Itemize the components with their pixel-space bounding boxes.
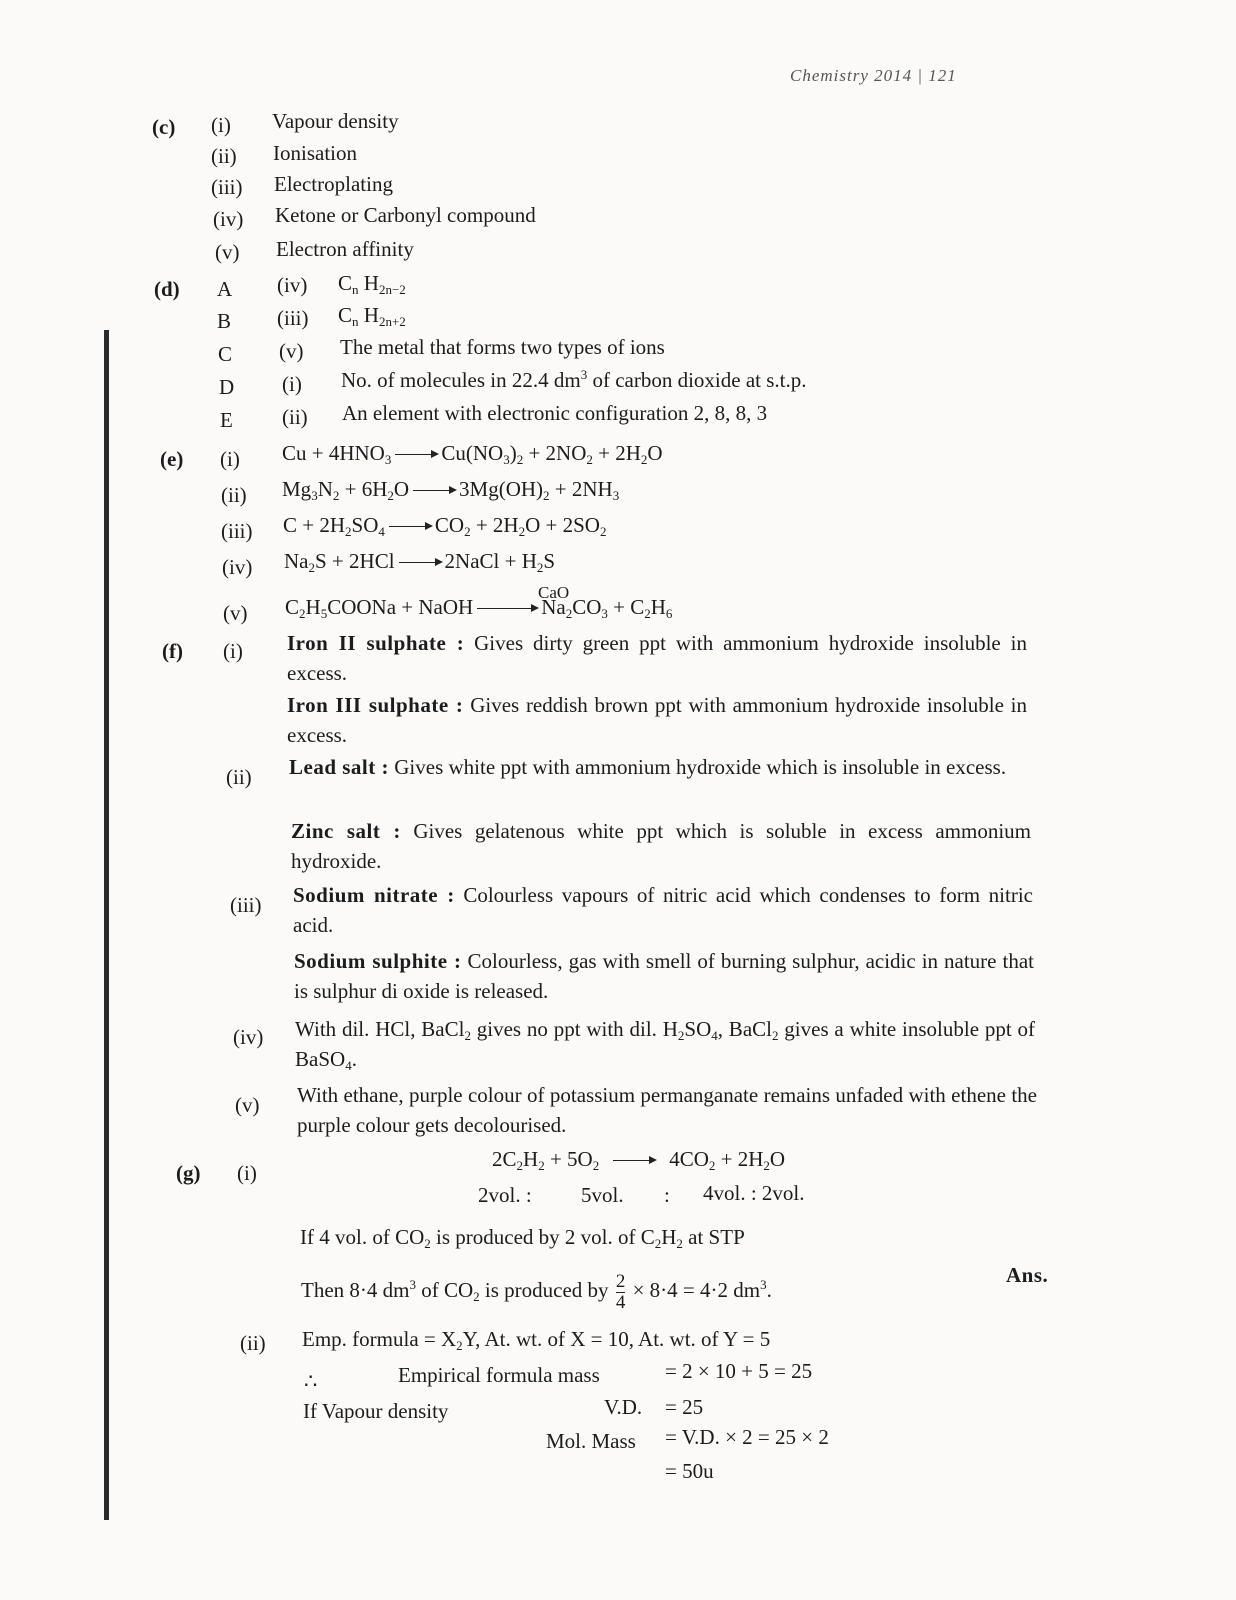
c-item-num: (v) xyxy=(215,240,240,264)
d-row-letter: C xyxy=(218,342,233,366)
f-v-text: With ethane, purple colour of potassium permanganate remains unfaded with ethene the purple colour gets decolourised. xyxy=(297,1083,1037,1137)
mm-label: Mol. Mass xyxy=(546,1429,636,1453)
c-item-text: Ionisation xyxy=(273,141,357,165)
e-item-num: (i) xyxy=(220,447,240,471)
volume-mid: 5vol. xyxy=(581,1183,624,1207)
mm-eq: = V.D. × 2 = 25 × 2 xyxy=(665,1425,829,1449)
d-row-num: (iv) xyxy=(277,273,308,297)
equation-e-iv: $Na_2S + 2HCl$ 2NaCl + $H_2S$ xyxy=(284,549,556,575)
c-item-num: (ii) xyxy=(211,144,237,168)
equation-e-i: $Cu + 4HNO_3$ $Cu(NO_3)_2 + 2NO_2 + 2H_2O$ xyxy=(282,441,663,467)
equation-e-iii: $C + 2H_2SO_4$ $CO_2 + 2H_2O + 2SO_2$ xyxy=(283,513,607,539)
c-item-num: (iii) xyxy=(211,175,243,199)
section-d-label: (d) xyxy=(154,277,180,301)
f-item-num: (iv) xyxy=(233,1025,264,1049)
e-item-num: (iv) xyxy=(222,555,253,579)
volume-left: 2vol. : xyxy=(478,1183,532,1207)
e-item-num: (v) xyxy=(223,601,248,625)
section-g-label: (g) xyxy=(176,1161,201,1185)
d-row-num: (ii) xyxy=(282,405,308,429)
d-row-text: No. of molecules in 22.4 $dm^3$ of carbon dioxide at s.t.p. xyxy=(341,367,807,392)
g-then-line: Then 8·4 $dm^3$ of $CO_2$ is produced by $\frac{2}{4}$ × 8·4 = 4·2 $dm^3$. xyxy=(301,1270,772,1313)
d-row-letter: A xyxy=(217,277,233,301)
f-item-num: (i) xyxy=(223,639,243,663)
efm-eq: = 2 × 10 + 5 = 25 xyxy=(665,1359,813,1383)
d-row-num: (v) xyxy=(279,339,304,363)
mm-result: = 50u xyxy=(665,1459,714,1483)
g-item-num: (ii) xyxy=(240,1331,266,1355)
volume-colon: : xyxy=(664,1183,670,1207)
d-row-text: The metal that forms two types of ions xyxy=(340,335,665,359)
c-item-text: Ketone or Carbonyl compound xyxy=(275,203,536,227)
section-e-label: (e) xyxy=(160,447,184,471)
section-f-label: (f) xyxy=(162,639,183,663)
vd-label: V.D. xyxy=(604,1395,643,1419)
e-item-num: (ii) xyxy=(221,483,247,507)
c-item-num: (i) xyxy=(211,113,231,137)
c-item-num: (iv) xyxy=(213,207,244,231)
fraction: $\frac{2}{4}$ xyxy=(615,1270,626,1313)
f-i-iron3: Iron III sulphate : Gives reddish brown ppt with ammonium hydroxide insoluble in excess. xyxy=(287,693,1028,747)
c-item-text: Vapour density xyxy=(272,109,399,133)
margin-rule xyxy=(104,330,109,1520)
f-ii-zinc: Zinc salt : Gives gelatenous white ppt which is soluble in excess ammonium hydroxide. xyxy=(291,819,1032,873)
vd-if: If Vapour density xyxy=(303,1399,449,1423)
efm-label: Empirical formula mass xyxy=(398,1363,600,1387)
d-row-num: (i) xyxy=(282,372,302,396)
therefore-symbol: ∴ xyxy=(304,1369,318,1393)
d-row-letter: E xyxy=(220,408,233,432)
equation-g-i: $2C_2H_2 + 5O_2$ $4CO_2 + 2H_2O$ xyxy=(492,1147,786,1173)
emp-formula-line: Emp. formula = $X_2Y$, At. wt. of X = 10, At. wt. of Y = 5 xyxy=(302,1327,771,1353)
f-item-num: (v) xyxy=(235,1093,260,1117)
f-item-num: (ii) xyxy=(226,765,252,789)
equation-e-ii: $Mg_3N_2 + 6H_2O$ $3Mg(OH)_2 + 2NH_3$ xyxy=(282,477,620,503)
g-item-num: (i) xyxy=(237,1161,257,1185)
equation-e-v: $C_2H_5COONa$ + NaOH $Na_2CO_3 + C_2H_6$ xyxy=(285,595,673,621)
d-row-text: An element with electronic configuration 2, 8, 8, 3 xyxy=(342,401,768,425)
c-item-text: Electron affinity xyxy=(276,237,414,261)
d-row-letter: D xyxy=(219,375,235,399)
d-row-num: (iii) xyxy=(277,306,309,330)
f-iv-text: With dil. HCl, BaCl$_2$ gives no ppt with dil. $H_2SO_4$, BaCl$_2$ gives a white insoluble ppt of BaSO$_4$. xyxy=(295,1017,1035,1073)
catalyst-label: CaO xyxy=(538,583,570,602)
f-ii-lead: Lead salt : Gives white ppt with ammonium hydroxide which is insoluble in excess. xyxy=(289,755,1007,779)
f-item-num: (iii) xyxy=(230,893,262,917)
e-item-num: (iii) xyxy=(221,519,253,543)
f-iii-nitrate: Sodium nitrate : Colourless vapours of nitric acid which condenses to form nitric acid. xyxy=(293,883,1033,937)
c-item-text: Electroplating xyxy=(274,172,393,196)
answer-marker: Ans. xyxy=(1006,1263,1049,1287)
g-if-line: If 4 vol. of $CO_2$ is produced by 2 vol. of $C_2H_2$ at STP xyxy=(300,1225,745,1251)
f-i-iron2: Iron II sulphate : Gives dirty green ppt with ammonium hydroxide insoluble in excess. xyxy=(287,631,1027,685)
volume-right: 4vol. : 2vol. xyxy=(703,1181,805,1205)
d-row-formula: $C_n$ $H_{2n+2}$ xyxy=(338,303,406,329)
d-row-formula: $C_n$ $H_{2n-2}$ xyxy=(338,271,406,297)
f-iii-sulphite: Sodium sulphite : Colourless, gas with smell of burning sulphur, acidic in nature that is sulphur di oxide is released. xyxy=(294,949,1034,1003)
section-c-label: (c) xyxy=(152,115,176,139)
running-head: Chemistry 2014 | 121 xyxy=(790,66,957,85)
vd-eq: = 25 xyxy=(665,1395,704,1419)
d-row-letter: B xyxy=(217,309,232,333)
